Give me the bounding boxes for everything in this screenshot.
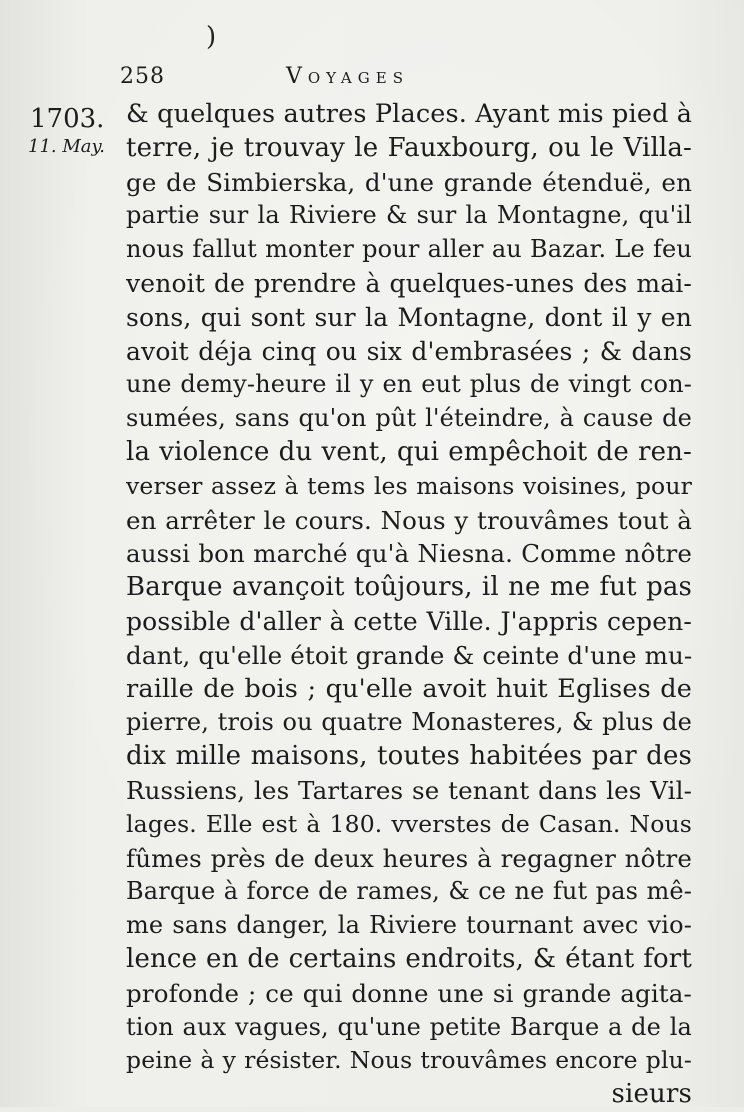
text-line: me sans danger, la Riviere tournant avec vio- [126, 911, 692, 940]
text-line: nous fallut monter pour aller au Bazar. Le feu [126, 235, 692, 264]
text-line: dant, qu'elle étoit grande & ceinte d'une mu- [126, 640, 692, 670]
text-line: lence en de certains endroits, & étant fort [126, 943, 692, 974]
text-line: terre, je trouvay le Fauxbourg, ou le Villa- [126, 132, 692, 163]
margin-date: 11. May. [28, 136, 106, 157]
text-line: venoit de prendre à quelques-unes des mai- [126, 268, 692, 298]
ink-mark: ) [206, 22, 217, 52]
body-text [126, 98, 692, 1112]
text-line: avoit déja cinq ou six d'embrasées ; & dans [126, 336, 692, 366]
text-line: ge de Simbierska, d'une grande étenduë, en [126, 167, 692, 197]
text-line: sons, qui sont sur la Montagne, dont il y en [126, 302, 692, 332]
text-line: & quelques autres Places. Ayant mis pied à [126, 99, 692, 129]
text-line: Russiens, les Tartares se tenant dans les Vil- [126, 775, 692, 805]
margin-year: 1703. [30, 104, 105, 134]
running-title: Voyages [286, 64, 409, 89]
text-line: peine à y résister. Nous trouvâmes encore plu- [126, 1046, 692, 1075]
text-line: une demy-heure il y en eut plus de vingt con- [126, 370, 692, 399]
text-line: Barque à force de rames, & ce ne fut pas mê- [126, 877, 692, 906]
text-line: lages. Elle est à 180. vverstes de Casan. Nous [126, 809, 692, 838]
text-line: aussi bon marché qu'à Niesna. Comme nôtre [126, 539, 692, 569]
running-head [0, 64, 744, 94]
text-line: profonde ; ce qui donne une si grande agita- [126, 978, 692, 1008]
text-line: pierre, trois ou quatre Monasteres, & plus de [126, 708, 692, 737]
text-line: en arrêter le cours. Nous y trouvâmes tout à [126, 505, 692, 535]
page-number: 258 [120, 64, 165, 89]
text-line: sumées, sans qu'on pût l'éteindre, à cause de [126, 404, 692, 433]
text-line: dix mille maisons, toutes habitées par des [126, 741, 692, 772]
text-line: possible d'aller à cette Ville. J'appris cepen- [126, 606, 692, 636]
text-line: partie sur la Riviere & sur la Montagne, qu'il [126, 201, 692, 230]
catchword: sieurs [611, 1079, 692, 1110]
text-line: raille de bois ; qu'elle avoit huit Eglises de [126, 673, 692, 704]
text-line: fûmes près de deux heures à regagner nôtre [126, 843, 692, 873]
text-line: la violence du vent, qui empêchoit de ren- [126, 436, 692, 467]
text-line: Barque avançoit toûjours, il ne me fut pas [126, 572, 692, 603]
text-line: tion aux vagues, qu'une petite Barque a de la [126, 1012, 692, 1041]
text-line: verser assez à tems les maisons voisines, pour [126, 471, 692, 500]
